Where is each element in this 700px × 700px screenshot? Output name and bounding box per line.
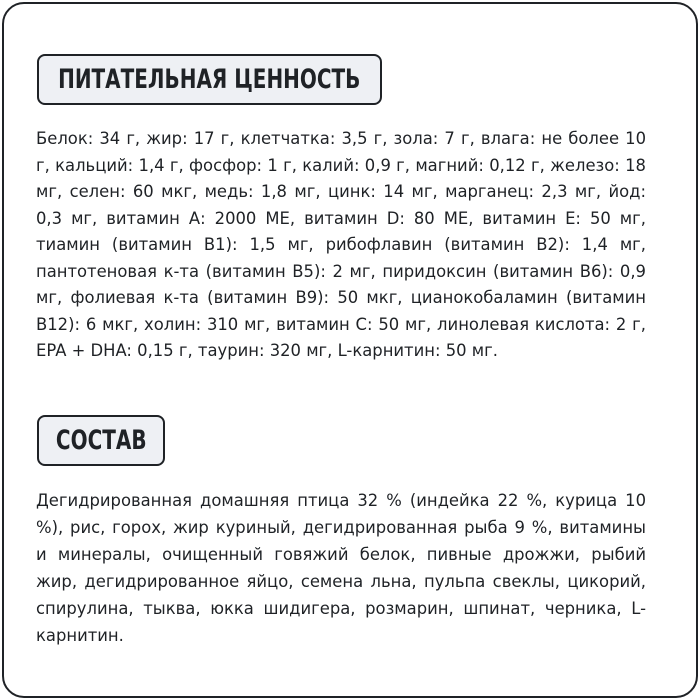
composition-text: Дегидрированная домашняя птица 32 % (индейка 22 %, курица 10 %), рис, горох, жир куриный, дегидрированная рыба 9 %, витамины и минералы, очищенный говяжий белок, пивные дрожжи, рыбий жир, дегидрированное яйцо, семена льна, пульпа свеклы, цикорий, спирулина, тыква, юкка шидигера, розмарин, шпинат, черника, L-карнитин. <box>36 491 646 645</box>
composition-heading: СОСТАВ <box>55 425 147 456</box>
nutrition-text: Белок: 34 г, жир: 17 г, клетчатка: 3,5 г, зола: 7 г, влага: не более 10 г, кальций: 1,4 г, фосфор: 1 г, калий: 0,9 г, магний: 0,12 г, железо: 18 мг, селен: 60 мкг, медь: 1,8 мг, цинк: 14 мг, марганец: 2,3 мг, йод: 0,3 мг, витамин А: 2000 МЕ, витамин D: 80 МЕ, витамин Е: 50 мг, тиамин (витамин В1): 1,5 мг, рибофлавин (витамин В2): 1,4 мг, пантотеновая к-та (витамин В5): 2 мг, пиридоксин (витамин В6): 0,9 мг, фолиевая к-та (витамин В9): 50 мкг, цианокобаламин (витамин В12): 6 мкг, холин: 310 мг, витамин С: 50 мг, линолевая кислота: 2 г, EPA + DHA: 0,15 г, таурин: 320 мг, L-карнитин: 50 мг. <box>36 129 646 360</box>
composition-heading-box <box>37 415 165 466</box>
nutrition-heading: ПИТАТЕЛЬНАЯ ЦЕННОСТЬ <box>58 64 361 95</box>
nutrition-heading-box <box>37 54 382 105</box>
